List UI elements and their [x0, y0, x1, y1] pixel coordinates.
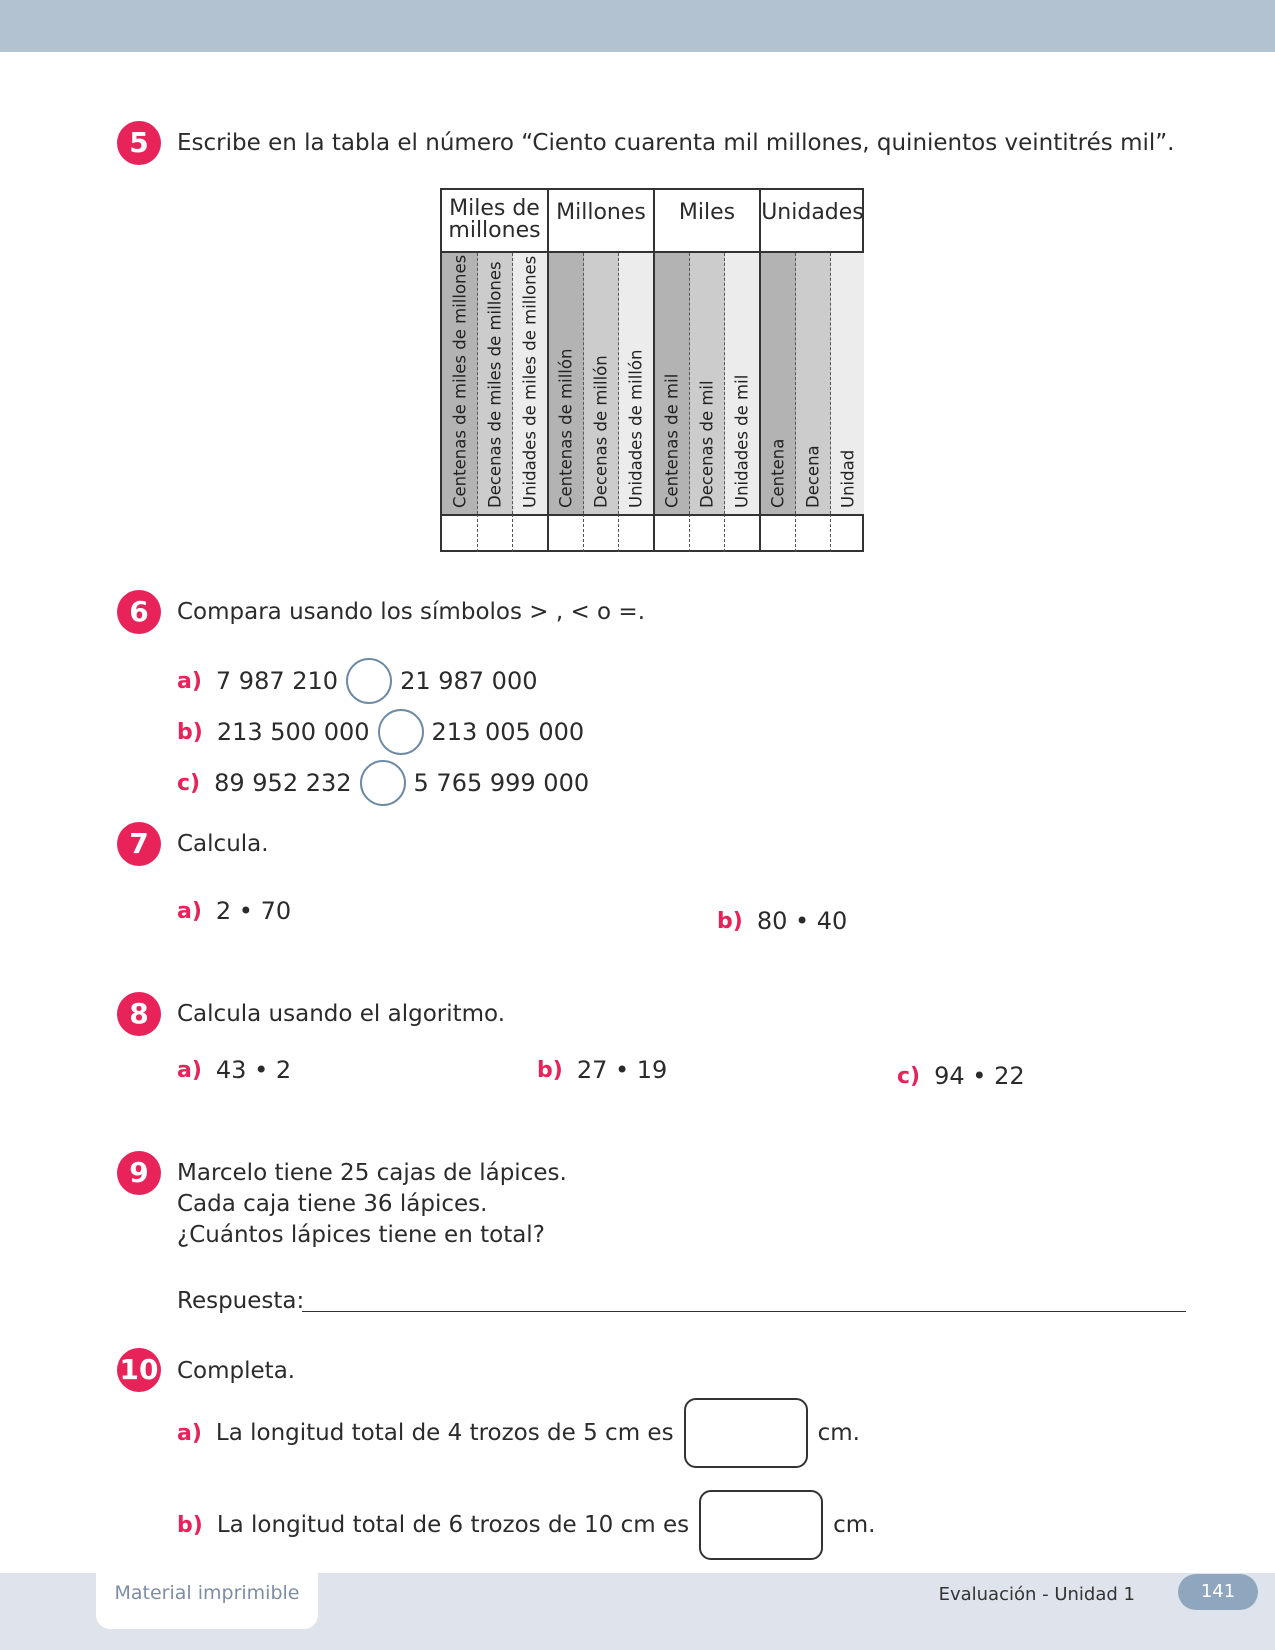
column-label: Decenas de millón: [591, 355, 611, 508]
page-number: 141: [1178, 1574, 1258, 1610]
material-label: Material imprimible: [96, 1573, 318, 1629]
column-unidades-mil: [725, 253, 761, 514]
column-label: Decena: [803, 445, 823, 508]
expression: 80 • 40: [756, 907, 848, 935]
column-label: Unidades de millón: [626, 349, 646, 508]
item-label: a): [177, 668, 202, 694]
column-unidad: [831, 253, 864, 514]
algorithm-item-c: [897, 1062, 1025, 1090]
question-6-number: 6: [117, 590, 161, 634]
item-text: La longitud total de 4 trozos de 5 cm es: [215, 1420, 674, 1446]
answer-cell[interactable]: [442, 514, 478, 552]
calc-item-b: [717, 907, 847, 935]
expression: 43 • 2: [215, 1056, 292, 1084]
right-number: 21 987 000: [400, 667, 538, 695]
column-unidades-miles-millones: [513, 253, 549, 514]
left-number: 213 500 000: [216, 718, 370, 746]
left-number: 89 952 232: [214, 769, 352, 797]
answer-cell[interactable]: [619, 514, 655, 552]
algorithm-item-a: [177, 1056, 291, 1084]
calc-item-a: [177, 897, 291, 925]
question-9-line-2: Cada caja tiene 36 lápices.: [177, 1191, 488, 1217]
column-centena: [761, 253, 796, 514]
column-label: Centenas de mil: [662, 373, 682, 508]
answer-line[interactable]: [302, 1311, 1186, 1312]
question-7-text: Calcula.: [177, 831, 269, 857]
question-10-number: 10: [117, 1348, 161, 1392]
column-centenas-millon: [549, 253, 584, 514]
left-number: 7 987 210: [215, 667, 339, 695]
answer-cell[interactable]: [513, 514, 549, 552]
column-decenas-millon: [584, 253, 619, 514]
answer-cell[interactable]: [549, 514, 584, 552]
answer-cell[interactable]: [761, 514, 796, 552]
column-centenas-mil: [655, 253, 690, 514]
answer-cell[interactable]: [796, 514, 831, 552]
answer-cell[interactable]: [584, 514, 619, 552]
column-decena: [796, 253, 831, 514]
compare-item-b: [177, 709, 584, 755]
answer-cell[interactable]: [831, 514, 864, 552]
item-label: b): [177, 1512, 203, 1538]
question-5-number: 5: [117, 121, 161, 165]
place-value-table: [440, 188, 864, 552]
expression: 27 • 19: [576, 1056, 668, 1084]
column-decenas-mil: [690, 253, 725, 514]
question-10-text: Completa.: [177, 1358, 296, 1384]
algorithm-item-b: [537, 1056, 667, 1084]
answer-label: Respuesta:: [177, 1288, 305, 1314]
unit: cm.: [833, 1512, 876, 1538]
item-label: b): [537, 1057, 563, 1083]
compare-item-c: [177, 760, 589, 806]
item-label: a): [177, 1420, 202, 1446]
answer-cell[interactable]: [725, 514, 761, 552]
answer-box[interactable]: [699, 1490, 823, 1560]
item-text: La longitud total de 6 trozos de 10 cm es: [216, 1512, 690, 1538]
expression: 94 • 22: [934, 1062, 1025, 1090]
column-label: Centenas de miles de millones: [450, 254, 469, 508]
answer-cell[interactable]: [478, 514, 513, 552]
column-centenas-miles-millones: [442, 253, 478, 514]
group-header-miles: Miles: [655, 190, 761, 253]
item-label: a): [177, 1057, 202, 1083]
column-label: Centenas de millón: [556, 348, 576, 508]
group-header-miles-de-millones: Miles de millones: [442, 190, 549, 253]
answer-cell[interactable]: [690, 514, 725, 552]
section-label: Evaluación - Unidad 1: [938, 1584, 1135, 1605]
comparison-circle[interactable]: [378, 709, 424, 755]
column-label: Centena: [768, 438, 788, 508]
group-header-unidades: Unidades: [761, 190, 864, 253]
compare-item-a: [177, 658, 537, 704]
item-label: b): [717, 908, 743, 934]
group-header-millones: Millones: [549, 190, 655, 253]
expression: 2 • 70: [215, 897, 292, 925]
comparison-circle[interactable]: [346, 658, 392, 704]
question-5-text: Escribe en la tabla el número “Ciento cuarenta mil millones, quinientos veintitrés mil”.: [177, 130, 1175, 156]
column-label: Decenas de miles de millones: [485, 261, 505, 508]
item-label: b): [177, 719, 203, 745]
column-label: Unidades de mil: [732, 374, 752, 508]
item-label: a): [177, 898, 202, 924]
right-number: 5 765 999 000: [413, 769, 590, 797]
question-9-line-1: Marcelo tiene 25 cajas de lápices.: [177, 1160, 567, 1186]
column-unidades-millon: [619, 253, 655, 514]
question-7-number: 7: [117, 822, 161, 866]
right-number: 213 005 000: [431, 718, 585, 746]
column-decenas-miles-millones: [478, 253, 513, 514]
comparison-circle[interactable]: [360, 760, 406, 806]
question-9-line-3: ¿Cuántos lápices tiene en total?: [177, 1222, 545, 1248]
header-band: [0, 0, 1275, 52]
answer-cell[interactable]: [655, 514, 690, 552]
unit: cm.: [817, 1420, 860, 1446]
column-label: Unidad: [838, 449, 857, 508]
item-label: c): [177, 770, 201, 796]
answer-box[interactable]: [684, 1398, 808, 1468]
column-label: Unidades de miles de millones: [520, 255, 540, 508]
question-8-number: 8: [117, 992, 161, 1036]
complete-item-a: [177, 1398, 860, 1468]
question-9-number: 9: [117, 1151, 161, 1195]
item-label: c): [897, 1063, 921, 1089]
complete-item-b: [177, 1490, 875, 1560]
question-8-text: Calcula usando el algoritmo.: [177, 1001, 506, 1027]
column-label: Decenas de mil: [697, 380, 717, 508]
question-6-text: Compara usando los símbolos > , < o =.: [177, 599, 646, 625]
